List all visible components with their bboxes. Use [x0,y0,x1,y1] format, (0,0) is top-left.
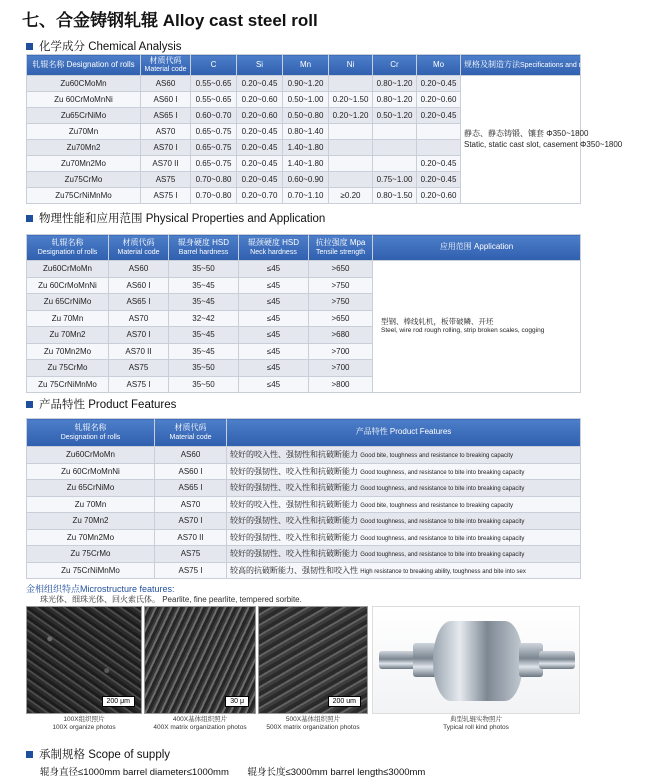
photo-caption [258,716,368,733]
spec-note-en: Static, static cast slot, casement Φ350~1800 [464,139,623,149]
cell-si: 0.20~0.45 [237,156,283,172]
feature-en: Good toughness, and resistance to bite into breaking capacity [360,552,525,559]
col-designation-en: Designation of rolls [60,433,121,441]
cell-neck: ≤45 [239,310,309,327]
cell-tensile: >700 [309,360,373,377]
cell-c: 0.65~0.75 [191,156,237,172]
roll-neck-right [539,651,575,669]
cell-mn: 0.50~0.80 [283,108,329,124]
feature-cn: 较好的咬入性、强韧性和抗破断能力 [230,450,358,460]
photo-caption-cn: 100X组织照片 [63,716,105,723]
scale-bar: 200 μm [102,696,136,707]
supply-barrel-diameter: 辊身直径≤1000mm barrel diameter≤1000mm [40,767,229,778]
cell-c: 0.65~0.75 [191,140,237,156]
cell-c: 0.70~0.80 [191,172,237,188]
cell-mo: 0.20~0.60 [417,188,461,204]
table-row [27,562,581,579]
cell-code: AS65 I [141,108,191,124]
cell-name: Zu 75CrMo [27,546,155,563]
cell-cr: 0.75~1.00 [373,172,417,188]
application-en: Steel, wire rod rough rolling, strip broken scales, cogging [381,327,545,335]
cell-mo: 0.20~0.45 [417,108,461,124]
col-designation: 轧辊名称 Designation of rolls [27,55,141,76]
cell-code: AS70 II [141,156,191,172]
cell-mo: 0.20~0.45 [417,156,461,172]
cell-mo [417,140,461,156]
cell-ni [329,172,373,188]
cell-barrel: 32~42 [169,310,239,327]
micro-photo-400x [144,606,256,714]
cell-ni [329,140,373,156]
col-spec-en: Specifications and manufacturing methods [520,61,652,69]
table-row [27,261,581,278]
col-material-cn: 材质代码 [149,55,182,65]
cell-name: Zu65CrNiMo [27,108,141,124]
col-barrel-hardness [169,235,239,261]
photo-caption-cn: 500X基体组织照片 [285,716,341,723]
cell-name: Zu 70Mn [27,496,155,513]
cell-name: Zu 60CrMoMnNi [27,92,141,108]
cell-ni [329,156,373,172]
cell-tensile: >800 [309,376,373,393]
section-heading-chemical [26,38,182,54]
feature-en: Good toughness, and resistance to bite into breaking capacity [360,469,525,476]
cell-name: Zu 70Mn2 [27,327,109,344]
section-heading-text: 承制规格 Scope of supply [39,749,171,761]
cell-neck: ≤45 [239,343,309,360]
cell-name: Zu60CrMoMn [27,261,109,278]
section-heading-features [26,396,176,412]
cell-feature [227,496,581,513]
cell-code: AS60 [109,261,169,278]
cell-name: Zu 70Mn2Mo [27,529,155,546]
cell-name: Zu70Mn2 [27,140,141,156]
scale-bar: 200 um [328,696,361,707]
col-neck-en: Neck hardness [250,248,297,256]
cell-si: 0.20~0.45 [237,140,283,156]
spec-note [461,76,623,204]
col-designation [27,235,109,261]
table-row [27,546,581,563]
cell-tensile: >700 [309,343,373,360]
bullet-square-icon [26,401,33,408]
photo-caption-cn: 典型轧辊实物照片 [450,716,502,723]
bullet-square-icon [26,751,33,758]
cell-feature [227,546,581,563]
col-cr: Cr [373,55,417,76]
feature-en: Good toughness, and resistance to bite into breaking capacity [360,519,525,526]
cell-mn: 1.40~1.80 [283,140,329,156]
feature-en: Good toughness, and resistance to bite into breaking capacity [360,486,525,493]
application-cn: 型钢、棒线轧机，板带破鳞、开坯 [381,317,494,327]
microstructure-caption: 金相组织特点Microstructure features: [26,584,175,594]
cell-name: Zu 70Mn2 [27,513,155,530]
cell-neck: ≤45 [239,360,309,377]
col-designation-cn: 轧辊名称 [74,423,107,433]
col-material-code [109,235,169,261]
cell-mo [417,124,461,140]
cell-mn: 0.60~0.90 [283,172,329,188]
cell-name: Zu 60CrMoMnNi [27,463,155,480]
table-row [27,496,581,513]
col-tensile-en: Tensile strength [315,248,366,256]
cell-ni [329,76,373,92]
cell-si: 0.20~0.45 [237,76,283,92]
cell-cr [373,156,417,172]
cell-code: AS75 I [109,376,169,393]
cell-ni: ≥0.20 [329,188,373,204]
cell-si: 0.20~0.70 [237,188,283,204]
cell-name: Zu60CrMoMn [27,447,155,464]
photo-caption-en: 500X matrix organization photos [266,724,360,732]
cell-feature [227,562,581,579]
cell-code: AS60 [155,447,227,464]
col-mn: Mn [283,55,329,76]
cell-name: Zu70Mn2Mo [27,156,141,172]
cell-name: Zu70Mn [27,124,141,140]
cell-mo: 0.20~0.45 [417,76,461,92]
photo-caption [372,716,580,733]
col-barrel-en: Barrel hardness [178,248,229,256]
scale-bar: 30 μ [225,696,249,707]
section-heading-text: 化学成分 Chemical Analysis [39,41,182,53]
table-row [27,76,581,92]
cell-name: Zu 75CrMo [27,360,109,377]
cell-name: Zu 65CrNiMo [27,480,155,497]
col-material-en: Material code [144,66,187,73]
cell-code: AS75 [109,360,169,377]
col-tensile [309,235,373,261]
table-row [27,463,581,480]
photo-caption [144,716,256,733]
cell-cr: 0.80~1.20 [373,76,417,92]
cell-name: Zu75CrMo [27,172,141,188]
col-tensile-cn: 抗拉强度 Mpa [315,238,366,248]
cell-name: Zu 70Mn [27,310,109,327]
cell-cr: 0.50~1.20 [373,108,417,124]
roll-photo [372,606,580,714]
cell-name: Zu60CMoMn [27,76,141,92]
cell-si: 0.20~0.60 [237,92,283,108]
table-row [27,513,581,530]
cell-code: AS70 I [109,327,169,344]
chemical-table [26,54,652,204]
col-mo: Mo [417,55,461,76]
col-material-cn: 材质代码 [122,238,155,248]
photo-caption-en: 400X matrix organization photos [153,724,247,732]
feature-cn: 较好的咬入性、强韧性和抗破断能力 [230,499,358,509]
cell-code: AS60 I [155,463,227,480]
section-heading-physical [26,210,325,226]
cell-mn: 0.90~1.20 [283,76,329,92]
table-row [27,529,581,546]
cell-cr [373,140,417,156]
cell-code: AS75 I [141,188,191,204]
photo-caption [26,716,142,733]
col-features: 产品特性 Product Features [227,419,581,447]
col-neck-hardness [239,235,309,261]
col-designation-cn: 轧辊名称 [51,238,84,248]
feature-en: Good toughness, and resistance to bite into breaking capacity [360,535,525,542]
cell-code: AS75 [155,546,227,563]
col-spec [461,55,652,76]
micro-photo-500x [258,606,368,714]
cell-ni [329,124,373,140]
cell-tensile: >680 [309,327,373,344]
cell-feature [227,447,581,464]
cell-c: 0.70~0.80 [191,188,237,204]
table-row [27,480,581,497]
cell-mo: 0.20~0.45 [417,172,461,188]
col-material-en: Material code [169,433,212,441]
cell-tensile: >750 [309,277,373,294]
col-material-code [155,419,227,447]
feature-cn: 较好的强韧性、咬入性和抗破断能力 [230,549,358,559]
cell-si: 0.20~0.60 [237,108,283,124]
cell-code: AS70 [109,310,169,327]
cell-mn: 0.80~1.40 [283,124,329,140]
col-ni: Ni [329,55,373,76]
col-spec-cn: 规格及制造方法 [464,59,520,69]
cell-mn: 0.70~1.10 [283,188,329,204]
cell-neck: ≤45 [239,277,309,294]
cell-cr [373,124,417,140]
cell-code: AS60 I [141,92,191,108]
cell-code: AS75 [141,172,191,188]
col-neck-cn: 辊颈硬度 HSD [247,238,300,248]
photo-caption-cn: 400X基体组织照片 [172,716,228,723]
cell-ni: 0.20~1.20 [329,108,373,124]
bullet-square-icon [26,215,33,222]
cell-barrel: 35~45 [169,343,239,360]
cell-code: AS70 II [109,343,169,360]
roll-barrel [433,621,523,701]
feature-cn: 较好的强韧性、咬入性和抗破断能力 [230,516,358,526]
cell-barrel: 35~45 [169,277,239,294]
col-application: 应用范围 Application [373,235,581,261]
microstructure-subcaption: 珠光体、细珠光体、回火索氏体。 Pearlite, fine pearlite, tempered sorbite. [40,595,302,604]
cell-feature [227,513,581,530]
section-heading-text: 物理性能和应用范围 Physical Properties and Application [39,213,326,225]
cell-feature [227,463,581,480]
cell-cr: 0.80~1.20 [373,92,417,108]
feature-cn: 较好的强韧性、咬入性和抗破断能力 [230,483,358,493]
cell-name: Zu 70Mn2Mo [27,343,109,360]
cell-ni: 0.20~1.50 [329,92,373,108]
section-heading-supply [26,746,170,762]
application-note [373,261,581,393]
cell-tensile: >650 [309,261,373,278]
cell-neck: ≤45 [239,261,309,278]
cell-code: AS60 [141,76,191,92]
section-heading-text: 产品特性 Product Features [39,399,177,411]
col-designation [27,419,155,447]
supply-barrel-length: 辊身长度≤3000mm barrel length≤3000mm [247,767,426,778]
cell-c: 0.65~0.75 [191,124,237,140]
col-material-cn: 材质代码 [174,423,207,433]
cell-mn: 1.40~1.80 [283,156,329,172]
cell-code: AS65 I [109,294,169,311]
feature-en: Good bite, toughness and resistance to breaking capacity [360,502,513,509]
cell-name: Zu75CrNiMnMo [27,188,141,204]
cell-mo: 0.20~0.60 [417,92,461,108]
cell-cr: 0.80~1.50 [373,188,417,204]
cell-code: AS70 I [155,513,227,530]
cell-barrel: 35~45 [169,294,239,311]
cell-neck: ≤45 [239,376,309,393]
cell-c: 0.60~0.70 [191,108,237,124]
table-row [27,447,581,464]
cell-code: AS75 I [155,562,227,579]
cell-name: Zu 60CrMoMnNi [27,277,109,294]
photo-caption-en: 100X organize photos [52,724,116,732]
spec-note-cn: 静态、静态铸锻、镶套 Φ350~1800 [464,128,589,138]
cell-code: AS70 I [141,140,191,156]
cell-barrel: 35~45 [169,327,239,344]
cell-tensile: >750 [309,294,373,311]
cell-name: Zu 75CrNiMnMo [27,562,155,579]
micro-photo-100x [26,606,142,714]
cell-barrel: 35~50 [169,360,239,377]
col-c: C [191,55,237,76]
page-title: 七、合金铸钢轧辊 Alloy cast steel roll [22,11,318,30]
col-designation-en: Designation of rolls [37,248,98,256]
col-material-code [141,55,191,76]
cell-neck: ≤45 [239,294,309,311]
cell-si: 0.20~0.45 [237,124,283,140]
cell-mn: 0.50~1.00 [283,92,329,108]
bullet-square-icon [26,43,33,50]
feature-en: High resistance to breaking ability, toughness and bite into sex [360,568,526,575]
cell-code: AS70 [155,496,227,513]
col-barrel-cn: 辊身硬度 HSD [177,238,230,248]
cell-code: AS65 I [155,480,227,497]
cell-neck: ≤45 [239,327,309,344]
cell-feature [227,529,581,546]
features-table [26,418,581,579]
feature-cn: 较高的抗破断能力、强韧性和咬入性 [230,565,358,575]
cell-c: 0.55~0.65 [191,92,237,108]
cell-tensile: >650 [309,310,373,327]
cell-c: 0.55~0.65 [191,76,237,92]
cell-name: Zu 65CrNiMo [27,294,109,311]
cell-name: Zu 75CrNiMnMo [27,376,109,393]
cell-code: AS60 I [109,277,169,294]
photo-caption-en: Typical roll kind photos [443,724,509,732]
cell-code: AS70 II [155,529,227,546]
feature-en: Good bite, toughness and resistance to breaking capacity [360,453,513,460]
physical-table [26,234,581,393]
cell-barrel: 35~50 [169,261,239,278]
cell-code: AS70 [141,124,191,140]
cell-barrel: 35~50 [169,376,239,393]
col-material-en: Material code [117,248,160,256]
col-si: Si [237,55,283,76]
cell-si: 0.20~0.45 [237,172,283,188]
roll-illustration [373,607,581,715]
supply-specs [40,764,441,778]
cell-feature [227,480,581,497]
feature-cn: 较好的强韧性、咬入性和抗破断能力 [230,532,358,542]
feature-cn: 较好的强韧性、咬入性和抗破断能力 [230,466,358,476]
